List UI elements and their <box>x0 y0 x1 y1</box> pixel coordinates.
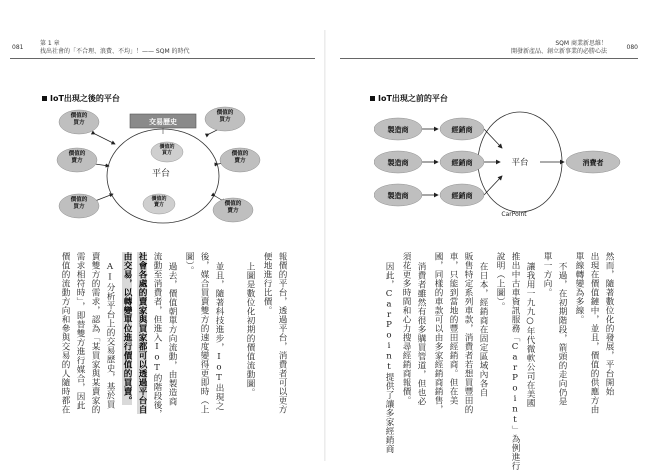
heading-square-icon <box>42 96 47 101</box>
right-body-line: 讓我用一九九○年代微軟公司在美國 <box>525 262 535 408</box>
left-body-line: 過去，價值朝單方向流動，由製造商 <box>167 262 177 406</box>
dealer-label-1: 經銷商 <box>451 126 473 134</box>
right-body-line: 因此，CarPoint提供了讓多家經銷商 <box>384 262 394 454</box>
manufacturer-label-1: 製造商 <box>387 126 409 134</box>
left-node-labels <box>55 104 265 230</box>
right-body-line: 單線轉變為多線。 <box>574 252 584 324</box>
left-chapter-label: 第 1 章 <box>40 40 60 47</box>
manufacturer-label-3: 製造商 <box>387 192 409 200</box>
right-body-line: 說明（上圖）。 <box>495 252 505 311</box>
right-body-line: 車，只能到當地的豐田經銷商。但在美 <box>448 252 458 405</box>
right-body-line: 單一方向。 <box>542 252 552 297</box>
page-fold <box>324 30 326 461</box>
left-body-line: 需求相符時」，即替雙方進行媒合，因此 <box>75 252 85 410</box>
left-body-line: AI分析平台上的交易歷史，基於買 <box>105 262 115 409</box>
consumer-label: 消費者 <box>582 159 604 167</box>
node-label-buyer-2: 價值的 買方 <box>70 197 88 210</box>
node-label-seller-3: 價值的 賣方 <box>224 201 242 214</box>
node-label-buyer-3: 價值的 買方 <box>216 110 234 123</box>
right-body-line: 出現在價值鏈中，並且，價值的供應方由 <box>589 252 599 414</box>
right-body-line: 在日本，經銷商在固定區域內各自 <box>478 262 488 397</box>
left-body-line-emphasis: 社會各處的賣家與買家都可以透過平台自 <box>137 252 147 414</box>
dealer-label-2: 經銷商 <box>451 159 473 167</box>
left-body-line-emphasis: 由交易，以轉變單位進行價值的買賣。 <box>122 252 132 405</box>
right-body-line: 國，同樣的車款可以由多家經銷商銷售， <box>433 252 443 414</box>
left-chapter-subtitle: 找出社會的「不合理、浪費、不均」！—— SQM 的時代 <box>40 48 190 55</box>
carpoint-caption: CarPoint <box>501 211 527 218</box>
right-header-rule <box>340 58 638 59</box>
left-body-line: 圖）。 <box>184 252 194 275</box>
node-label-seller-4: 價值的 賣方 <box>151 196 167 208</box>
node-label-seller-1: 價值的 賣方 <box>68 151 86 164</box>
right-platform-label: 平台 <box>511 158 529 168</box>
node-label-seller-2: 價值的 賣方 <box>231 151 249 164</box>
right-book-subtitle: 開發新產品、創立新事業的必勝心法 <box>510 48 607 55</box>
left-page-number: 081 <box>12 44 24 51</box>
history-label: 交易歷史 <box>149 118 177 126</box>
left-body-line: 並且，隨著科技進步，IoT出現之 <box>214 262 224 411</box>
left-body-line: 報價的平台，透過平台，消費者可以更方 <box>277 252 287 414</box>
left-body-line: 賣雙方的需求，認為「某買家與某賣家的 <box>90 252 100 414</box>
node-label-buyer-4: 價值的 買方 <box>159 144 175 156</box>
left-body-line: 價值的流動方向和參與交易的人隨時都在 <box>60 252 70 414</box>
platform-label: 平台 <box>151 169 171 179</box>
left-body-line: 上圖是數位化初期的價值流動圖。 <box>245 262 255 397</box>
right-body-line: 然而，隨著數位化的發展，平台開始 <box>604 252 614 396</box>
left-body-line: 便地進行比價。 <box>262 252 272 315</box>
right-book-title: SQM 商業新思維！ <box>555 40 607 47</box>
manufacturer-label-2: 製造商 <box>387 159 409 167</box>
right-body-line: 不過，在初期階段，箭頭的走向仍是 <box>557 262 567 406</box>
heading-square-icon <box>370 96 375 101</box>
node-label-buyer-1: 價值的 買方 <box>70 113 88 126</box>
left-body-line: 後，媒合買賣雙方的速度變得更即時（上 <box>199 252 209 414</box>
right-platform-diagram <box>374 108 622 220</box>
right-diagram-heading <box>370 93 448 104</box>
right-page-number: 080 <box>626 44 638 51</box>
left-header-rule <box>10 58 315 59</box>
right-body-line: 推出中古車資訊服務「CarPoint」為例進行 <box>510 252 520 470</box>
right-body-line: 消費者雖然有很多購買管道，但也必 <box>416 262 426 406</box>
left-body-line: 流動至消費者，但進入IoT的階段後， <box>152 252 162 419</box>
right-diagram-heading-text: IoT出現之前的平台 <box>378 94 448 103</box>
left-diagram-heading <box>42 93 120 104</box>
right-body-line: 販售特定系列車款，消費者若想買豐田的 <box>463 252 473 414</box>
left-diagram-heading-text: IoT出現之後的平台 <box>50 94 120 103</box>
right-body-line: 須花更多時間和心力搜尋經銷商報價。 <box>401 252 411 405</box>
dealer-label-3: 經銷商 <box>451 192 473 200</box>
